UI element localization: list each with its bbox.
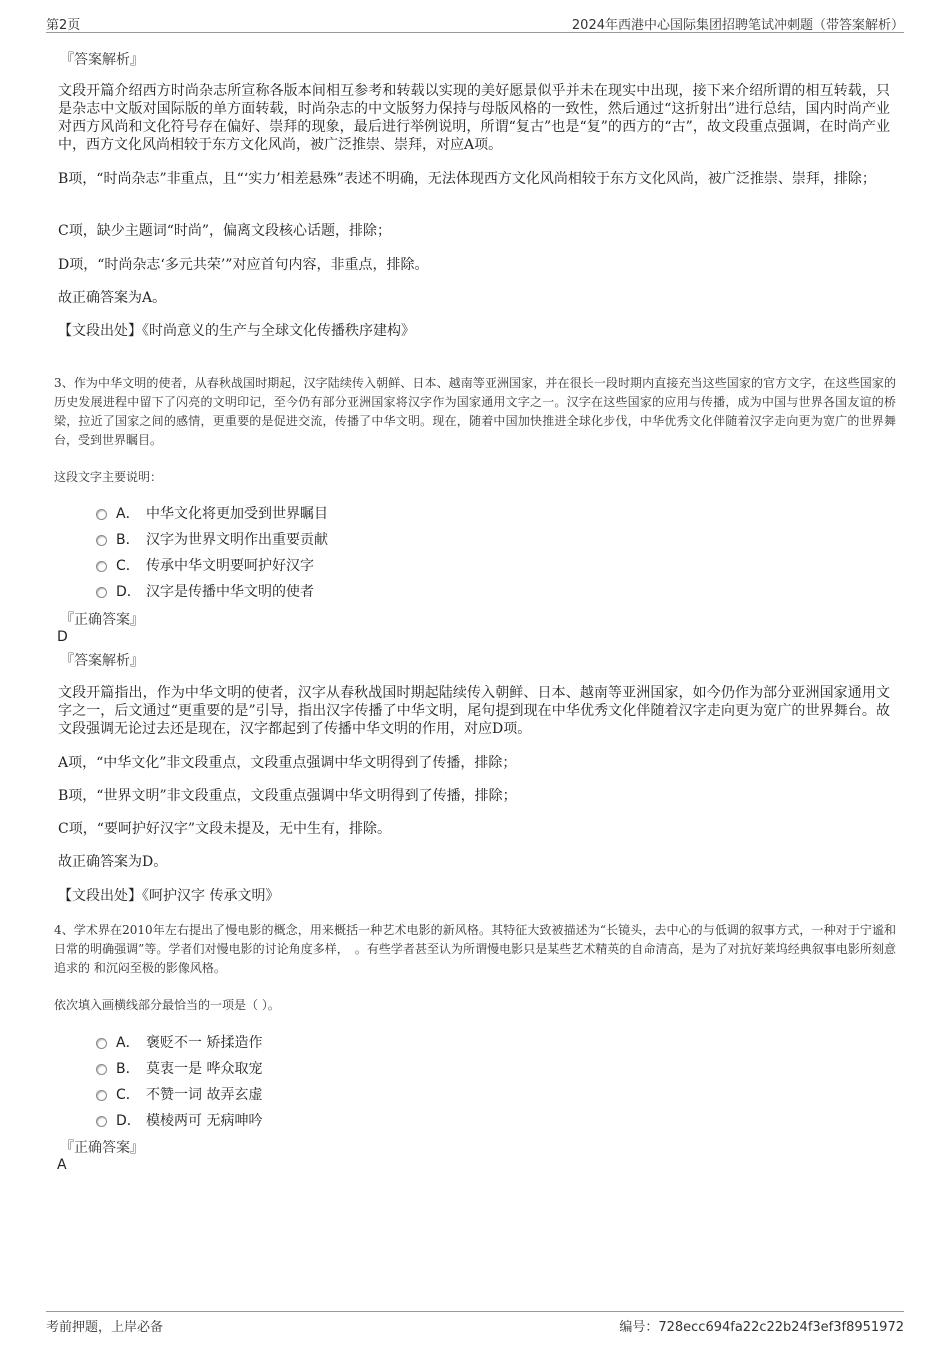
option-d[interactable]: [96, 1110, 262, 1130]
option-text: 模棱两可 无病呻吟: [146, 1113, 263, 1129]
analysis-paragraph: D项，“时尚杂志‘多元共荣’”对应首句内容，非重点，排除。: [58, 257, 429, 273]
radio-button[interactable]: [96, 1064, 107, 1075]
option-text: 汉字为世界文明作出重要贡献: [146, 532, 328, 548]
option-text: 莫衷一是 哗众取宠: [146, 1061, 263, 1077]
source-citation: 【文段出处】《时尚意义的生产与全球文化传播秩序建构》: [58, 323, 415, 339]
answer-label: 『正确答案』: [60, 612, 144, 628]
option-c[interactable]: [96, 555, 314, 575]
option-key: C．: [116, 558, 140, 574]
option-text: 传承中华文明要呵护好汉字: [146, 558, 314, 574]
option-key: A．: [116, 506, 140, 522]
option-a[interactable]: [96, 1032, 262, 1052]
footer-slogan: 考前押题，上岸必备: [46, 1320, 164, 1335]
page-number: 第2页: [46, 18, 81, 33]
option-b[interactable]: [96, 529, 328, 549]
analysis-conclusion: 故正确答案为D。: [58, 854, 168, 870]
analysis-label: 『答案解析』: [60, 52, 144, 68]
option-key: D．: [116, 584, 141, 600]
analysis-paragraph: 文段开篇介绍西方时尚杂志所宣称各版本间相互参考和转载以实现的美好愿景似乎并未在现实中出现，接下来介绍所谓的相互转载，只是杂志中文版对国际版的单方面转载，时尚杂志的中文版努力保持与母版风格的一致性，然后通过“这折射出”进行总结，国内时尚产业对西方风尚和文化符号存在偏好、崇拜的现象，最后进行举例说明，所谓“复古”也是“复”的西方的“古”，故文段重点强调，在时尚产业中，西方文化风尚相较于东方文化风尚，被广泛推崇、崇拜，对应A项。: [58, 83, 890, 153]
option-text: 中华文化将更加受到世界瞩目: [146, 506, 328, 522]
option-key: A．: [116, 1035, 140, 1051]
page-footer: [46, 1311, 904, 1336]
answer-label: 『正确答案』: [60, 1140, 144, 1156]
analysis-paragraph: B项，“时尚杂志”非重点，且“‘实力’相差悬殊”表述不明确，无法体现西方文化风尚相较于东方文化风尚，被广泛推崇、崇拜，排除；: [58, 171, 876, 187]
analysis-paragraph: C项，“要呵护好汉字”文段未提及，无中生有，排除。: [58, 821, 392, 837]
question-stem: 4、学术界在2010年左右提出了慢电影的概念，用来概括一种艺术电影的新风格。其特征大致被描述为“长镜头，去中心的与低调的叙事方式，一种对于宁谧和日常的明确强调”等。学者们对慢电影的讨论角度多样， 。有些学者甚至认为所谓慢电影只是某些艺术精英的自命清高，是为了对抗好莱坞经典叙事电影所刻意追求的 和沉闷至极的影像风格。: [54, 923, 896, 975]
option-text: 汉字是传播中华文明的使者: [146, 584, 314, 600]
option-text: 不赞一词 故弄玄虚: [146, 1087, 263, 1103]
analysis-conclusion: 故正确答案为A。: [58, 290, 167, 306]
question-prompt: 依次填入画横线部分最恰当的一项是（ ）。: [54, 998, 280, 1012]
radio-button[interactable]: [96, 561, 107, 572]
analysis-paragraph: 文段开篇指出，作为中华文明的使者，汉字从春秋战国时期起陆续传入朝鲜、日本、越南等亚洲国家，如今仍作为部分亚洲国家通用文字之一，后文通过“更重要的是”引导，指出汉字传播了中华文明，尾句提到现在中华优秀文化伴随着汉字走向更为宽广的世界舞台。故文段强调无论过去还是现在，汉字都起到了传播中华文明的作用，对应D项。: [58, 685, 890, 737]
correct-answer: D: [57, 629, 68, 645]
option-key: B．: [116, 1061, 140, 1077]
document-title: 2024年西港中心国际集团招聘笔试冲刺题（带答案解析）: [571, 18, 904, 33]
source-citation: 【文段出处】《呵护汉字 传承文明》: [58, 888, 280, 904]
radio-button[interactable]: [96, 1038, 107, 1049]
option-c[interactable]: [96, 1084, 262, 1104]
analysis-paragraph: B项，“世界文明”非文段重点，文段重点强调中华文明得到了传播，排除；: [58, 788, 517, 804]
analysis-paragraph: A项，“中华文化”非文段重点，文段重点强调中华文明得到了传播，排除；: [58, 755, 517, 771]
question-stem: 3、作为中华文明的使者，从春秋战国时期起，汉字陆续传入朝鲜、日本、越南等亚洲国家，并在很长一段时期内直接充当这些国家的官方文字，在这些国家的历史发展进程中留下了闪亮的文明印记，至今仍有部分亚洲国家将汉字作为国家通用文字之一。汉字在这些国家的应用与传播，成为中国与世界各国友谊的桥梁，拉近了国家之间的感情，更重要的是促进交流，传播了中华文明。现在，随着中国加快推进全球化步伐，中华优秀文化伴随着汉字走向更为宽广的世界舞台，受到世界瞩目。: [54, 376, 896, 447]
correct-answer: A: [57, 1157, 67, 1173]
option-key: B．: [116, 532, 140, 548]
option-b[interactable]: [96, 1058, 262, 1078]
radio-button[interactable]: [96, 587, 107, 598]
document-id: 编号：728ecc694fa22c22b24f3ef3f8951972: [619, 1320, 904, 1335]
radio-button[interactable]: [96, 1090, 107, 1101]
radio-button[interactable]: [96, 509, 107, 520]
option-key: C．: [116, 1087, 140, 1103]
analysis-paragraph: C项，缺少主题词“时尚”，偏离文段核心话题，排除；: [58, 223, 392, 239]
option-key: D．: [116, 1113, 141, 1129]
question-prompt: 这段文字主要说明：: [54, 470, 163, 484]
radio-button[interactable]: [96, 1116, 107, 1127]
option-a[interactable]: [96, 503, 328, 523]
option-text: 褒贬不一 矫揉造作: [146, 1035, 263, 1051]
radio-button[interactable]: [96, 535, 107, 546]
option-d[interactable]: [96, 581, 314, 601]
page-header: [46, 10, 904, 33]
analysis-label: 『答案解析』: [60, 653, 144, 669]
